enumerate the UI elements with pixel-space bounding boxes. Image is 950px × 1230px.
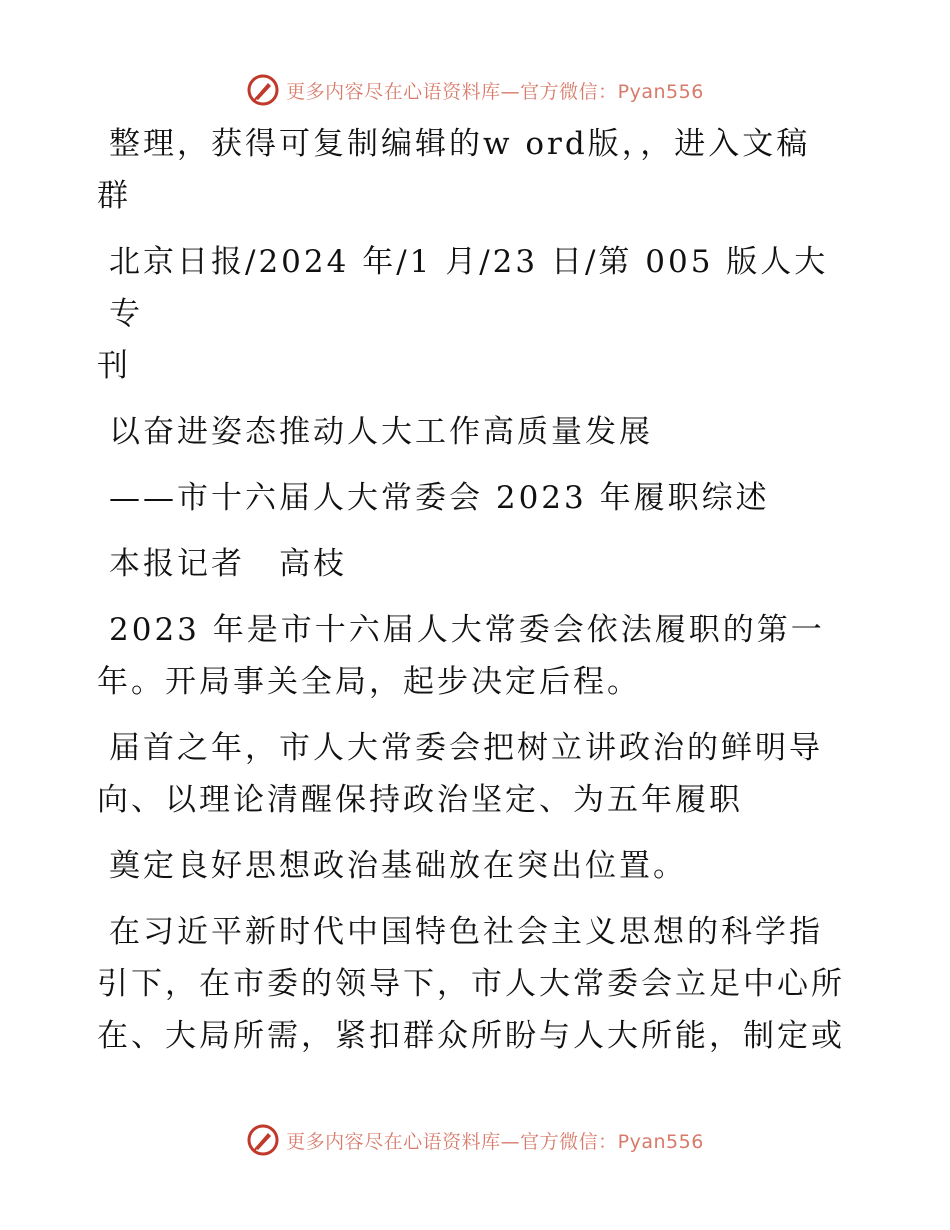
paragraph	[97, 406, 857, 458]
paragraph	[97, 118, 857, 222]
paragraph-first-line: 2023 年是市十六届人大常委会依法履职的第一	[109, 612, 825, 648]
paragraph	[97, 472, 857, 524]
document-body	[97, 118, 857, 1076]
watermark-text: 更多内容尽在心语资料库—官方微信：Pyan556	[286, 1130, 704, 1153]
header-watermark	[0, 72, 950, 108]
paragraph-continuation: 刊	[97, 348, 131, 384]
paragraph-continuation: 群	[97, 178, 131, 214]
paragraph	[97, 236, 857, 392]
paragraph	[97, 538, 857, 590]
quill-logo-icon	[246, 73, 280, 107]
paragraph-first-line: 整理，获得可复制编辑的w ord版，，进入文稿	[109, 126, 811, 162]
paragraph	[97, 906, 857, 1062]
paragraph	[97, 722, 857, 826]
paragraph	[97, 840, 857, 892]
article-title: 以奋进姿态推动人大工作高质量发展	[109, 414, 653, 450]
paragraph-first-line: 北京日报/2024 年/1 月/23 日/第 005 版人大专	[109, 244, 829, 332]
paragraph-continuation: 向、以理论清醒保持政治坚定、为五年履职	[97, 782, 743, 818]
article-subtitle: ——市十六届人大常委会 2023 年履职综述	[109, 480, 770, 516]
paragraph-first-line: 奠定良好思想政治基础放在突出位置。	[109, 848, 687, 884]
paragraph-first-line: 届首之年，市人大常委会把树立讲政治的鲜明导	[109, 730, 823, 766]
paragraph-continuation: 年。开局事关全局，起步决定后程。	[97, 664, 641, 700]
footer-watermark	[0, 1122, 950, 1158]
paragraph-first-line: 在习近平新时代中国特色社会主义思想的科学指	[109, 914, 823, 950]
quill-logo-icon	[246, 1123, 280, 1157]
paragraph-continuation: 引下，在市委的领导下，市人大常委会立足中心所 在、大局所需，紧扣群众所盼与人大所能，制定或	[97, 966, 845, 1054]
byline: 本报记者 高枝	[109, 546, 347, 582]
paragraph	[97, 604, 857, 708]
watermark-text: 更多内容尽在心语资料库—官方微信：Pyan556	[286, 80, 704, 103]
